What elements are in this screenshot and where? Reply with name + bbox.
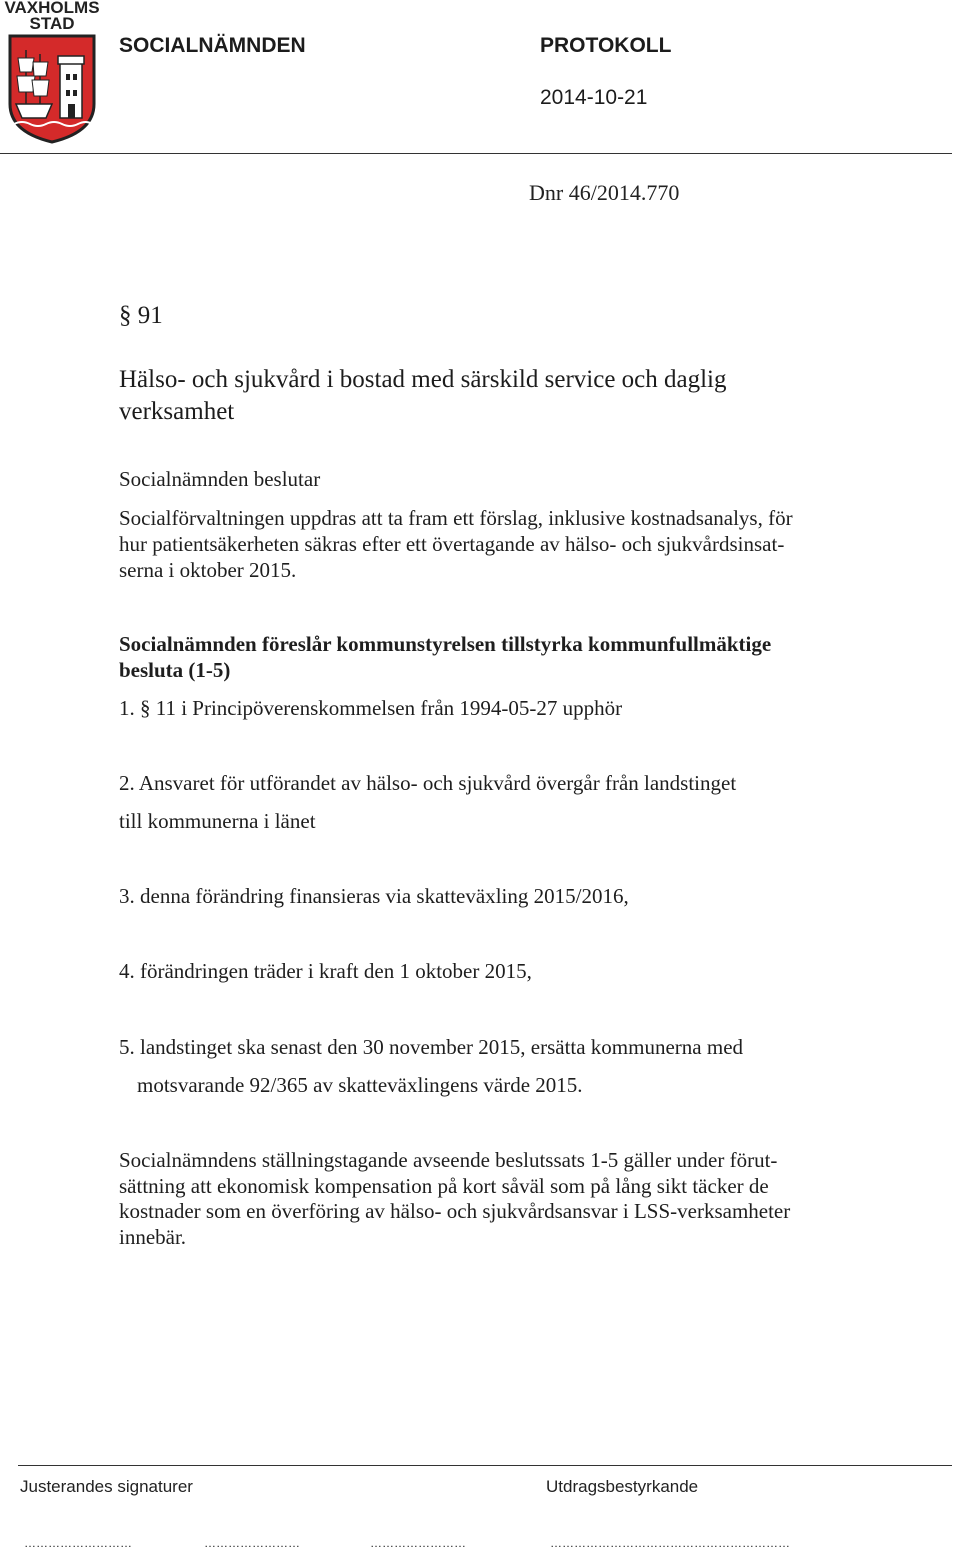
proposal-heading-line-2: besluta (1-5) [119,658,231,682]
signature-line-2: …………………… [204,1536,300,1550]
item-title-line-1: Hälso- och sjukvård i bostad med särskild service och daglig [119,366,727,393]
position-line-2: sättning att ekonomisk kompensation på kort såväl som på lång sikt täcker de [119,1174,769,1198]
list-item-5-continuation: motsvarande 92/365 av skatteväxlingens värde 2015. [137,1073,583,1097]
list-item-5: 5. landstinget ska senast den 30 november 2015, ersätta kommunerna med [119,1035,744,1059]
position-line-3: kostnader som en överföring av hälso- och sjukvårdsansvar i LSS-verksamheter [119,1199,791,1223]
item-title-line-2: verksamhet [119,398,235,425]
decision-line-1: Socialförvaltningen uppdras att ta fram ett förslag, inklusive kostnadsanalys, för [119,506,793,530]
logo-line-2: STAD [29,14,75,33]
paragraph-number: § 91 [119,302,163,329]
meeting-date: 2014-10-21 [540,86,648,109]
list-item-3: 3. denna förändring finansieras via skatteväxling 2015/2016, [119,884,629,908]
decision-heading: Socialnämnden beslutar [119,467,321,491]
logo-line-1: VAXHOLMS [4,0,100,17]
signature-line-1: ……………………… [24,1536,132,1550]
proposal-heading-line-1: Socialnämnden föreslår kommunstyrelsen tillstyrka kommunfullmäktige [119,632,772,656]
document-type: PROTOKOLL [540,34,672,57]
list-item-2: 2. Ansvaret för utförandet av hälso- och sjukvård övergår från landstinget [119,771,737,795]
decision-line-3: serna i oktober 2015. [119,558,297,582]
list-item-4: 4. förändringen träder i kraft den 1 oktober 2015, [119,959,532,983]
header-divider [0,153,952,154]
list-item-1: 1. § 11 i Principöverenskommelsen från 1994-05-27 upphör [119,696,623,720]
decision-line-2: hur patientsäkerheten säkras efter ett övertagande av hälso- och sjukvårdsinsat- [119,532,785,556]
case-number: Dnr 46/2014.770 [529,180,680,205]
certification-label: Utdragsbestyrkande [546,1477,699,1496]
certification-signature-line: …………………………………………………… [550,1536,790,1550]
signatures-label: Justerandes signaturer [20,1477,193,1496]
position-line-4: innebär. [119,1225,187,1249]
signature-line-3: …………………… [370,1536,466,1550]
logo-wordmark [4,0,100,32]
position-line-1: Socialnämndens ställningstagande avseende beslutssats 1-5 gäller under förut- [119,1148,778,1172]
department-name: SOCIALNÄMNDEN [119,34,306,57]
footer-divider [18,1465,952,1466]
municipal-coat-of-arms-icon [6,34,98,144]
list-item-2-continuation: till kommunerna i länet [119,809,316,833]
